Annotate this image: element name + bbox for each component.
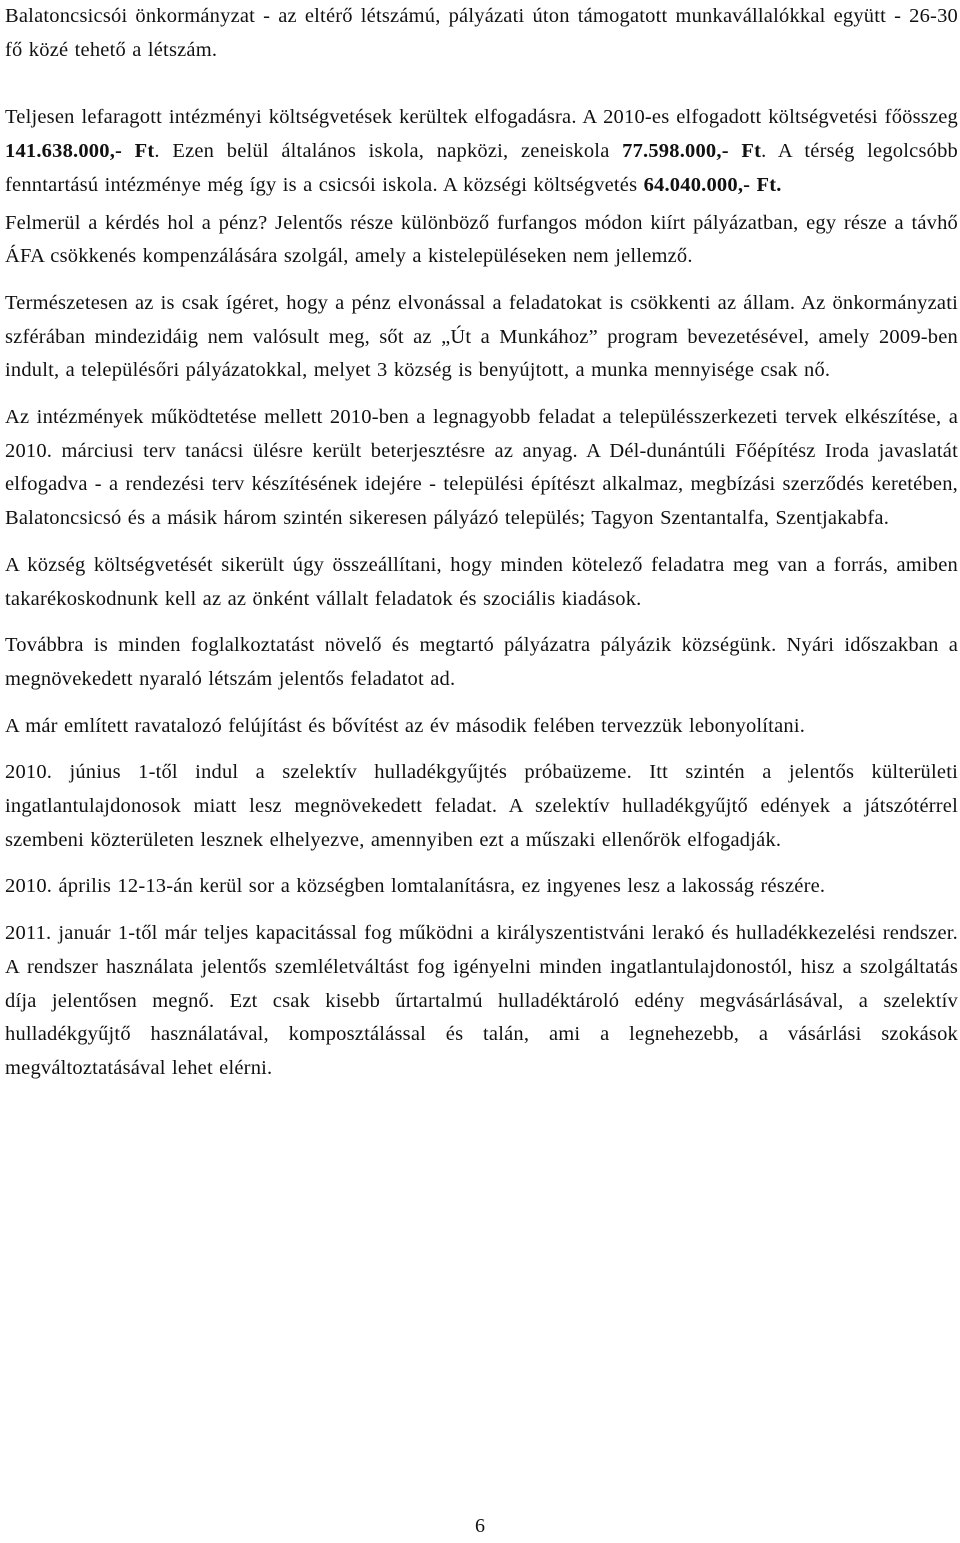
paragraph-employment — [5, 629, 958, 696]
paragraph-text: 2010. június 1-től indul a szelektív hulladékgyűjtés próbaüzeme. Itt szintén a jelentős külterületi ingatlantulajdonosok miatt lesz megnövekedett feladat. A szelektív hulladékgyűjtő edények a játszótérrel szembeni közterületen lesznek elhelyezve, amennyiben ezt a műszaki ellenőrök elfogadják. — [5, 761, 958, 851]
budget-total-amount: 141.638.000,- Ft — [5, 140, 155, 163]
paragraph-text: 2011. január 1-től már teljes kapacitással fog működni a királyszentistváni lerakó és hulladékkezelési rendszer. A rendszer használata jelentős szemléletváltást fog igényelni minden ingatlantulajdonostól, hisz a szolgáltatás díja jelentősen megnő. Ezt csak kisebb űrtartalmú hulladéktároló edény megvásárlásával, a szelektív hulladékgyűjtő használatával, komposztálással és talán, ami a legnehezebb, a vásárlási szokások megváltoztatásával lehet elérni. — [5, 922, 958, 1079]
paragraph-bulky-waste — [5, 870, 958, 904]
paragraph-text: A már említett ravatalozó felújítást és bővítést az év második felében tervezzük lebonyolítani. — [5, 714, 806, 737]
paragraph-text: Az intézmények működtetése mellett 2010-ben a legnagyobb feladat a településszerkezeti tervek elkészítése, a 2010. márciusi terv tanácsi ülésre került beterjesztésre az anyag. A Dél-dunántúli Főépítész Iroda javaslatát elfogadva - a rendezési terv készítésének idejére - települési építészt alkalmaz, megbízási szerződés keretében, Balatoncsicsó és a másik három szintén sikeresen pályázó település; Tagyon Szentantalfa, Szentjakabfa. — [5, 406, 958, 530]
paragraph-money-question — [5, 207, 958, 274]
paragraph-text: . A térség legolcsóbb fenntartású intézménye még így is a csicsói iskola. A községi költségvetés — [5, 140, 958, 196]
page-number: 6 — [475, 1515, 485, 1537]
paragraph-text: . Ezen belül általános iskola, napközi, zeneiskola — [154, 140, 623, 163]
paragraph-budget-balance — [5, 549, 958, 616]
municipal-budget-amount: 64.040.000,- Ft. — [643, 173, 782, 196]
paragraph-mortuary — [5, 710, 958, 744]
paragraph-text: A község költségvetését sikerült úgy összeállítani, hogy minden kötelező feladatra meg van a forrás, amiben takarékoskodnunk kell az az önként vállalt feladatok és szociális kiadások. — [5, 553, 958, 610]
paragraph-text: Teljesen lefaragott intézményi költségvetések kerültek elfogadásra. A 2010-es elfogadott költségvetési főösszeg — [5, 106, 958, 129]
paragraph-budget — [5, 101, 958, 202]
paragraph-settlement-plans — [5, 401, 958, 536]
paragraph-text: Természetesen az is csak ígéret, hogy a pénz elvonással a feladatokat is csökkenti az állam. Az önkormányzati szférában mindezidáig nem valósult meg, sőt az „Út a Munkához” program bevezetésével, amely 2009-ben indult, a településőri pályázatokkal, melyet 3 község is benyújtott, a munka mennyisége csak nő. — [5, 291, 958, 382]
paragraph-waste-system — [5, 917, 958, 1086]
paragraph-workforce — [5, 0, 958, 67]
school-budget-amount: 77.598.000,- Ft — [622, 140, 762, 163]
paragraph-text: Balatoncsicsói önkormányzat - az eltérő létszámú, pályázati úton támogatott munkavállalókkal együtt - 26-30 fő közé tehető a létszám. — [5, 5, 958, 61]
paragraph-state-promise — [5, 287, 958, 388]
paragraph-text: 2010. április 12-13-án kerül sor a községben lomtalanításra, ez ingyenes lesz a lakosság részére. — [5, 875, 826, 898]
paragraph-text: Továbbra is minden foglalkoztatást növelő és megtartó pályázatra pályázik községünk. Nyári időszakban a megnövekedett nyaraló létszám jelentős feladatot ad. — [5, 634, 958, 690]
paragraph-selective-collection — [5, 756, 958, 857]
document-page — [5, 0, 958, 1086]
paragraph-text: Felmerül a kérdés hol a pénz? Jelentős része különböző furfangos módon kiírt pályázatban, egy része a távhő ÁFA csökkenés kompenzálására szolgál, amely a kistelepüléseken nem jellemző. — [5, 211, 958, 268]
